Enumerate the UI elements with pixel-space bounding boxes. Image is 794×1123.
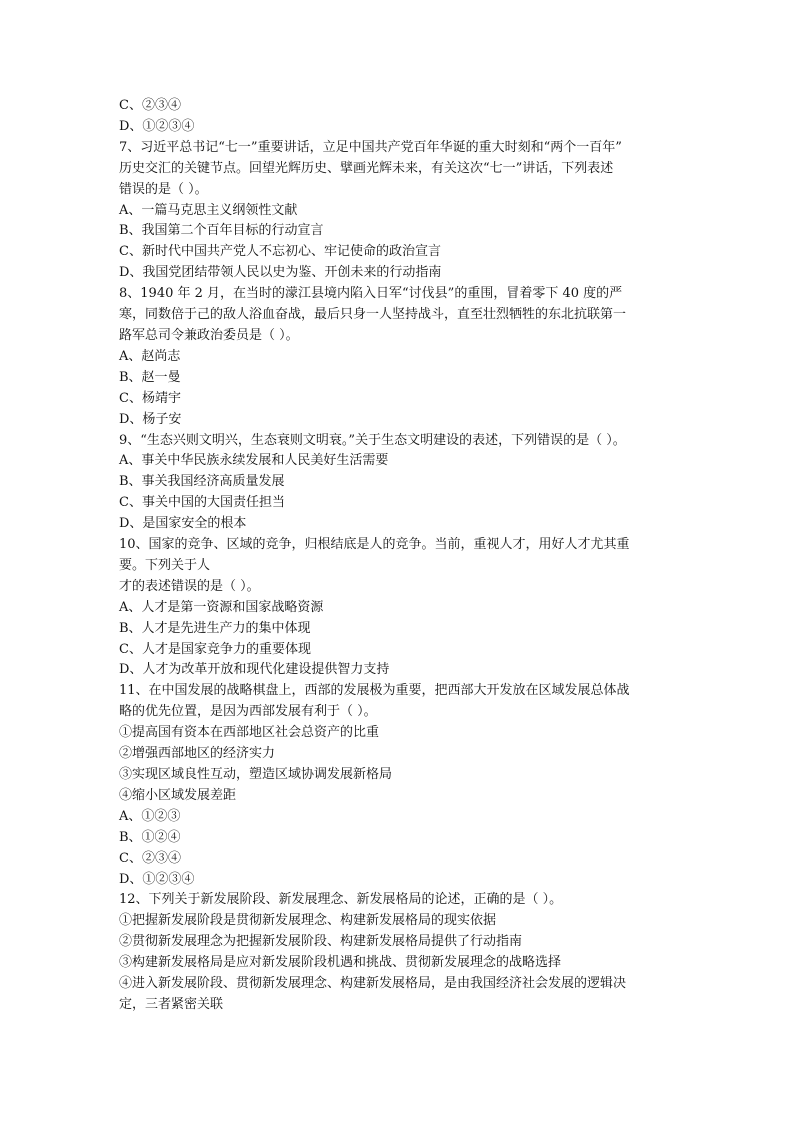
question-7-line-1: 7、习近平总书记“七一”重要讲话，立足中国共产党百年华诞的重大时刻和“两个一百年” — [119, 139, 622, 155]
statement-2-q12: ②贯彻新发展理念为把握新发展阶段、构建新发展格局提供了行动指南 — [119, 934, 523, 950]
option-b-q10: B、人才是先进生产力的集中体现 — [119, 620, 311, 636]
statement-4-q11: ④缩小区域发展差距 — [119, 787, 237, 803]
question-8-line-3: 路军总司令兼政治委员是（ ）。 — [119, 327, 299, 343]
statement-1-q12: ①把握新发展阶段是贯彻新发展理念、构建新发展格局的现实依据 — [119, 913, 497, 929]
option-a-q10: A、人才是第一资源和国家战略资源 — [119, 599, 324, 615]
option-d-q6: D、①②③④ — [119, 118, 195, 134]
question-12: 12、下列关于新发展阶段、新发展理念、新发展格局的论述，正确的是（ ）。 — [119, 892, 563, 908]
option-c-q10: C、人才是国家竞争力的重要体现 — [119, 641, 311, 657]
option-b-q9: B、事关我国经济高质量发展 — [119, 474, 285, 490]
question-11-line-1: 11、在中国发展的战略棋盘上，西部的发展极为重要，把西部大开发放在区域发展总体战 — [119, 683, 630, 699]
statement-1-q11: ①提高国有资本在西部地区社会总资产的比重 — [119, 725, 380, 741]
option-b-q11: B、①②④ — [119, 829, 181, 845]
option-a-q11: A、①②③ — [119, 808, 181, 824]
question-11-line-2: 略的优先位置，是因为西部发展有利于（ ）。 — [119, 704, 377, 720]
option-c-q8: C、杨靖宇 — [119, 390, 181, 406]
statement-3-q12: ③构建新发展格局是应对新发展阶段机遇和挑战、贯彻新发展理念的战略选择 — [119, 955, 562, 971]
option-c-q9: C、事关中国的大国责任担当 — [119, 495, 285, 511]
option-b-q7: B、我国第二个百年目标的行动宣言 — [119, 223, 324, 239]
statement-2-q11: ②增强西部地区的经济实力 — [119, 746, 276, 762]
option-d-q10: D、人才为改革开放和现代化建设提供智力支持 — [119, 662, 390, 678]
option-a-q7: A、一篇马克思主义纲领性文献 — [119, 202, 298, 218]
option-d-q9: D、是国家安全的根本 — [119, 516, 247, 532]
option-d-q11: D、①②③④ — [119, 871, 195, 887]
question-7-line-2: 历史交汇的关键节点。回望光辉历史、擘画光辉未来，有关这次“七一”讲话，下列表述 — [119, 160, 614, 176]
question-8-line-2: 寒，同数倍于己的敌人浴血奋战，最后只身一人坚持战斗，直至壮烈牺牲的东北抗联第一 — [119, 307, 627, 323]
option-a-q9: A、事关中华民族永续发展和人民美好生活需要 — [119, 453, 389, 469]
option-c-q7: C、新时代中国共产党人不忘初心、牢记使命的政治宣言 — [119, 244, 441, 260]
option-d-q8: D、杨子安 — [119, 411, 182, 427]
statement-3-q11: ③实现区域良性互动，塑造区域协调发展新格局 — [119, 767, 393, 782]
question-9: 9、“生态兴则文明兴，生态衰则文明衰。”关于生态文明建设的表述，下列错误的是（ ）。 — [119, 432, 626, 448]
question-10-line-1: 10、国家的竞争、区域的竞争，归根结底是人的竞争。当前，重视人才，用好人才尤其重 — [119, 537, 630, 553]
question-10-line-2: 要。下列关于人 — [119, 557, 211, 573]
option-a-q8: A、赵尚志 — [119, 348, 181, 364]
question-7-line-3: 错误的是（ ）。 — [119, 181, 208, 197]
document-page — [119, 96, 679, 1016]
option-c-q6: C、②③④ — [119, 98, 181, 113]
statement-4-q12-line-1: ④进入新发展阶段、贯彻新发展理念、构建新发展格局，是由我国经济社会发展的逻辑决 — [119, 976, 627, 992]
statement-4-q12-line-2: 定，三者紧密关联 — [119, 996, 224, 1012]
question-8-line-1: 8、1940 年 2 月，在当时的濛江县境内陷入日军“讨伐县”的重围，冒着零下 40 度的严 — [119, 286, 623, 302]
option-b-q8: B、赵一曼 — [119, 369, 181, 385]
option-c-q11: C、②③④ — [119, 850, 181, 866]
question-10-line-3: 才的表述错误的是（ ）。 — [119, 578, 260, 594]
option-d-q7: D、我国党团结带领人民以史为鉴、开创未来的行动指南 — [119, 265, 442, 281]
